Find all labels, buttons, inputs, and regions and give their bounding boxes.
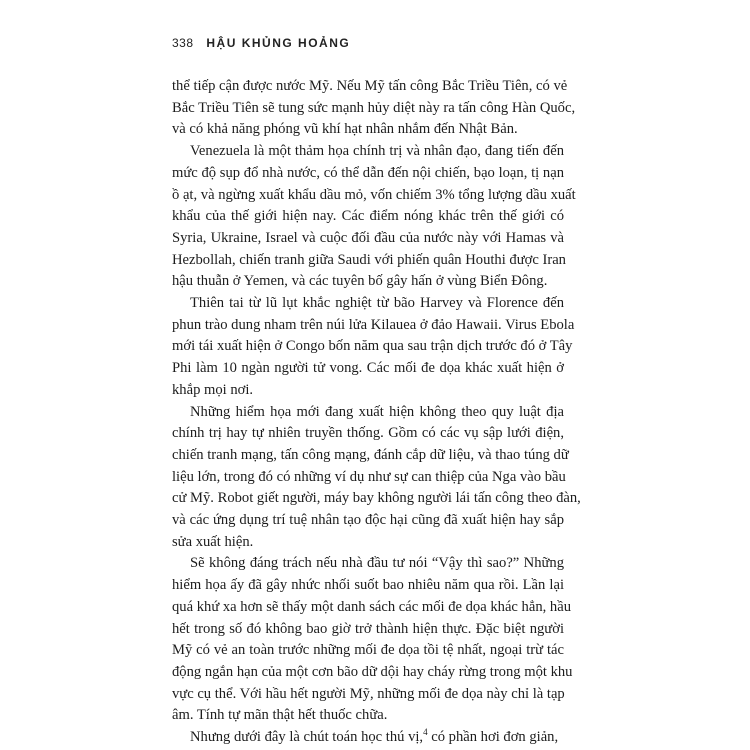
paragraph-2: [172, 141, 576, 293]
text-line: sửa xuất hiện.: [172, 533, 254, 550]
text-line: ồ ạt, và ngừng xuất khẩu dầu mỏ, vốn chiếm 3% tổng lượng dầu xuất: [172, 186, 576, 203]
running-head: [172, 36, 350, 50]
text-line: thể tiếp cận được nước Mỹ. Nếu Mỹ tấn công Bắc Triều Tiên, có vẻ: [172, 78, 568, 94]
text-line: khẩu của thế giới hiện nay. Các điểm nóng khác trên thế giới có: [172, 208, 564, 225]
footnoted-text-before: Nhưng dưới đây là chút toán học thú vị,: [190, 729, 424, 746]
text-line: Syria, Ukraine, Israel và cuộc đối đầu của nước này với Hamas và: [172, 229, 564, 246]
paragraph-5: [172, 553, 573, 727]
page-number: 338: [172, 36, 194, 50]
paragraph-6: [172, 727, 564, 749]
text-line: Sẽ không đáng trách nếu nhà đầu tư nói “Vậy thì sao?” Những: [190, 555, 564, 572]
text-line: và các ứng dụng trí tuệ nhân tạo độc hại cũng đã xuất hiện hay sắp: [172, 512, 564, 529]
text-line: động ngắn hạn của một cơn bão dữ dội hay cháy rừng trong một khu: [172, 663, 573, 680]
text-line: mức độ sụp đổ nhà nước, có thể dẫn đến nội chiến, bạo loạn, tị nạn: [172, 164, 564, 181]
text-line: phun trào dung nham trên núi lửa Kilauea ở đảo Hawaii. Virus Ebola: [172, 316, 575, 333]
book-title: HẬU KHỦNG HOẢNG: [206, 36, 351, 50]
text-line: chính trị hay tự nhiên truyền thống. Gồm có các vụ sập lưới điện,: [172, 425, 564, 442]
text-line: Phi làm 10 ngàn người tử vong. Các mối đe dọa khác xuất hiện ở: [172, 360, 564, 377]
text-line: Hezbollah, chiến tranh giữa Saudi với phiến quân Houthi được Iran: [172, 251, 566, 268]
text-line: Mỹ có vẻ an toàn trước những mối đe dọa tồi tệ nhất, ngoại trừ tác: [172, 642, 564, 659]
body-text: [172, 76, 581, 749]
text-line-with-footnote: [172, 727, 564, 749]
footnote-reference[interactable]: 4: [423, 727, 428, 738]
text-line: hậu thuẫn ở Yemen, và các tuyên bố gây hấn ở vùng Biển Đông.: [172, 273, 548, 290]
text-line: âm. Tính tự mãn thật hết thuốc chữa.: [172, 707, 388, 724]
footnoted-text: [190, 729, 558, 745]
text-line: hiểm họa ấy đã gây nhức nhối suốt bao nhiêu năm qua rồi. Lần lại: [172, 577, 564, 594]
footnoted-text-after: có phần hơi đơn giản,: [427, 729, 559, 746]
text-line: vực cụ thể. Với hầu hết người Mỹ, những mối đe dọa này chỉ là tạp: [172, 685, 565, 702]
text-line: quá khứ xa hơn sẽ thấy một danh sách các mối đe dọa khác hẳn, hầu: [172, 598, 571, 615]
text-line: Venezuela là một thảm họa chính trị và nhân đạo, đang tiến đến: [190, 143, 564, 160]
paragraph-4: [172, 402, 581, 554]
text-line: chiến tranh mạng, tấn công mạng, đánh cắp dữ liệu, và thao túng dữ: [172, 446, 569, 463]
text-line: cử Mỹ. Robot giết người, máy bay không người lái tấn công theo đàn,: [172, 490, 581, 507]
text-line: Bắc Triều Tiên sẽ tung sức mạnh hủy diệt này ra tấn công Hàn Quốc,: [172, 99, 576, 116]
paragraph-1: [172, 76, 576, 141]
text-line: và có khả năng phóng vũ khí hạt nhân nhắm đến Nhật Bản.: [172, 121, 518, 138]
text-line: khắp mọi nơi.: [172, 381, 254, 398]
text-line: mới tái xuất hiện ở Congo bốn năm qua sau trận dịch trước đó ở Tây: [172, 338, 573, 355]
text-line: Thiên tai từ lũ lụt khắc nghiệt từ bão Harvey và Florence đến: [190, 295, 564, 312]
text-line: liệu lớn, trong đó có những ví dụ như sự can thiệp của Nga vào bầu: [172, 468, 566, 485]
text-line: Những hiểm họa mới đang xuất hiện không theo quy luật địa: [190, 403, 564, 420]
text-line: hết trong số đó không bao giờ trở thành hiện thực. Đặc biệt người: [172, 620, 564, 637]
paragraph-3: [172, 293, 575, 402]
